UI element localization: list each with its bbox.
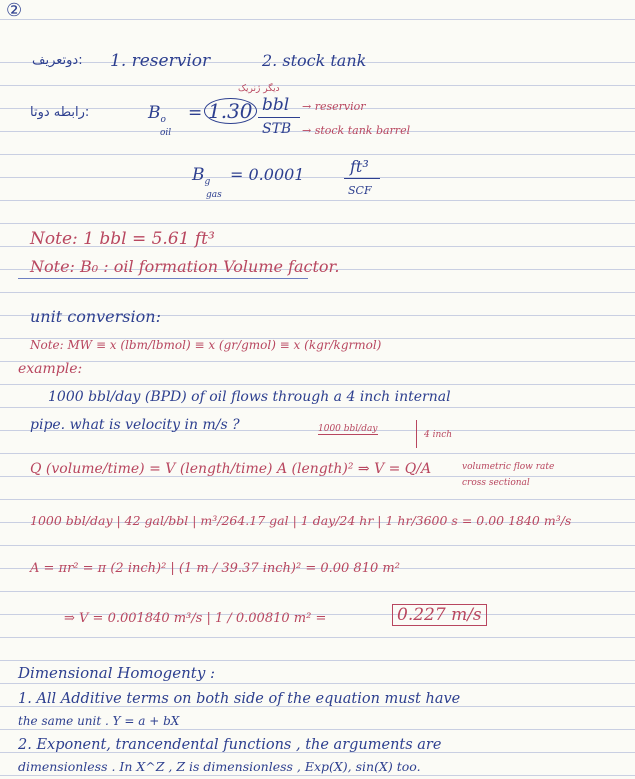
note-bo: Note: B₀ : oil formation Volume factor.	[30, 257, 340, 276]
relation-label-fa: رابطه دوتا:	[30, 105, 90, 120]
q-equation: Q (volume/time) = V (length/time) A (length)² ⇒ V = Q/A	[30, 461, 432, 477]
definitions-label-fa: دوتعریف:	[32, 53, 83, 68]
conversion-equation: 1000 bbl/day | 42 gal/bbl | m³/264.17 gal | 1 day/24 hr | 1 hr/3600 s = 0.00 1840 m³/s	[30, 513, 572, 528]
area-equation: A = πr² = π (2 inch)² | (1 m / 39.37 inch)² = 0.00 810 m²	[30, 561, 400, 576]
rule-1-line-b: the same unit . Y = a + bX	[18, 714, 180, 728]
page-number: ②	[6, 0, 23, 21]
bo-oil-sub: oil	[160, 128, 172, 138]
q-note-flow: volumetric flow rate	[462, 462, 555, 472]
bo-fraction-den: STB	[262, 121, 292, 137]
note-mw: Note: MW ≡ x (lbm/lbmol) ≡ x (gr/gmol) ≡ x (kgr/kgrmol)	[30, 338, 382, 352]
bg-eq: = 0.0001	[230, 165, 305, 184]
definition-item-1: 1. reservior	[110, 51, 211, 71]
velocity-equation: ⇒ V = 0.001840 m³/s | 1 / 0.00810 m² =	[64, 611, 327, 626]
bo-fraction-bar	[258, 117, 300, 118]
example-label: example:	[18, 361, 83, 377]
bo-value-circle: 1.30	[204, 98, 257, 124]
example-line-2: pipe. what is velocity in m/s ?	[30, 417, 240, 433]
q-note-area: cross sectional	[462, 478, 530, 488]
velocity-answer-box: 0.227 m/s	[392, 604, 487, 626]
bo-fraction-num: bbl	[262, 95, 290, 115]
bg-lhs: B	[192, 165, 205, 185]
bo-sub: o	[160, 115, 166, 125]
sketch-flow-label: 1000 bbl/day	[318, 424, 378, 434]
bo-arrow-reservior: → reservior	[302, 100, 366, 113]
bo-lhs: B	[148, 103, 161, 123]
rule-1-line-a: 1. All Additive terms on both side of the equation must have	[18, 691, 461, 707]
bg-fraction-den: SCF	[348, 184, 372, 197]
homogeneity-heading: Dimensional Homogenty :	[18, 664, 216, 682]
sketch-pipe-wall	[416, 420, 417, 448]
section-divider	[18, 278, 308, 279]
bg-sub: g	[204, 177, 211, 187]
sketch-pipe-line	[318, 434, 378, 435]
bg-fraction-num: ft³	[350, 157, 369, 176]
velocity-answer	[392, 606, 487, 624]
bg-gas-sub: gas	[206, 190, 222, 200]
note-bbl: Note: 1 bbl = 5.61 ft³	[30, 229, 215, 249]
rule-2-line-b: dimensionless . In X^Z , Z is dimensionless , Exp(X), sin(X) too.	[18, 759, 421, 774]
bg-fraction-bar	[344, 178, 380, 179]
example-line-1: 1000 bbl/day (BPD) of oil flows through a 4 inch internal	[48, 389, 451, 405]
bo-annotation-fa: دیگر ژنریک	[238, 84, 280, 94]
sketch-dia-label: 4 inch	[424, 430, 453, 440]
definition-item-2: 2. stock tank	[262, 51, 367, 70]
conversion-heading: unit conversion:	[30, 307, 161, 326]
bo-arrow-stock: → stock tank barrel	[302, 124, 411, 137]
bo-eq: =	[188, 103, 203, 123]
rule-2-line-a: 2. Exponent, trancendental functions , the arguments are	[18, 737, 442, 753]
bo-value	[204, 99, 257, 123]
